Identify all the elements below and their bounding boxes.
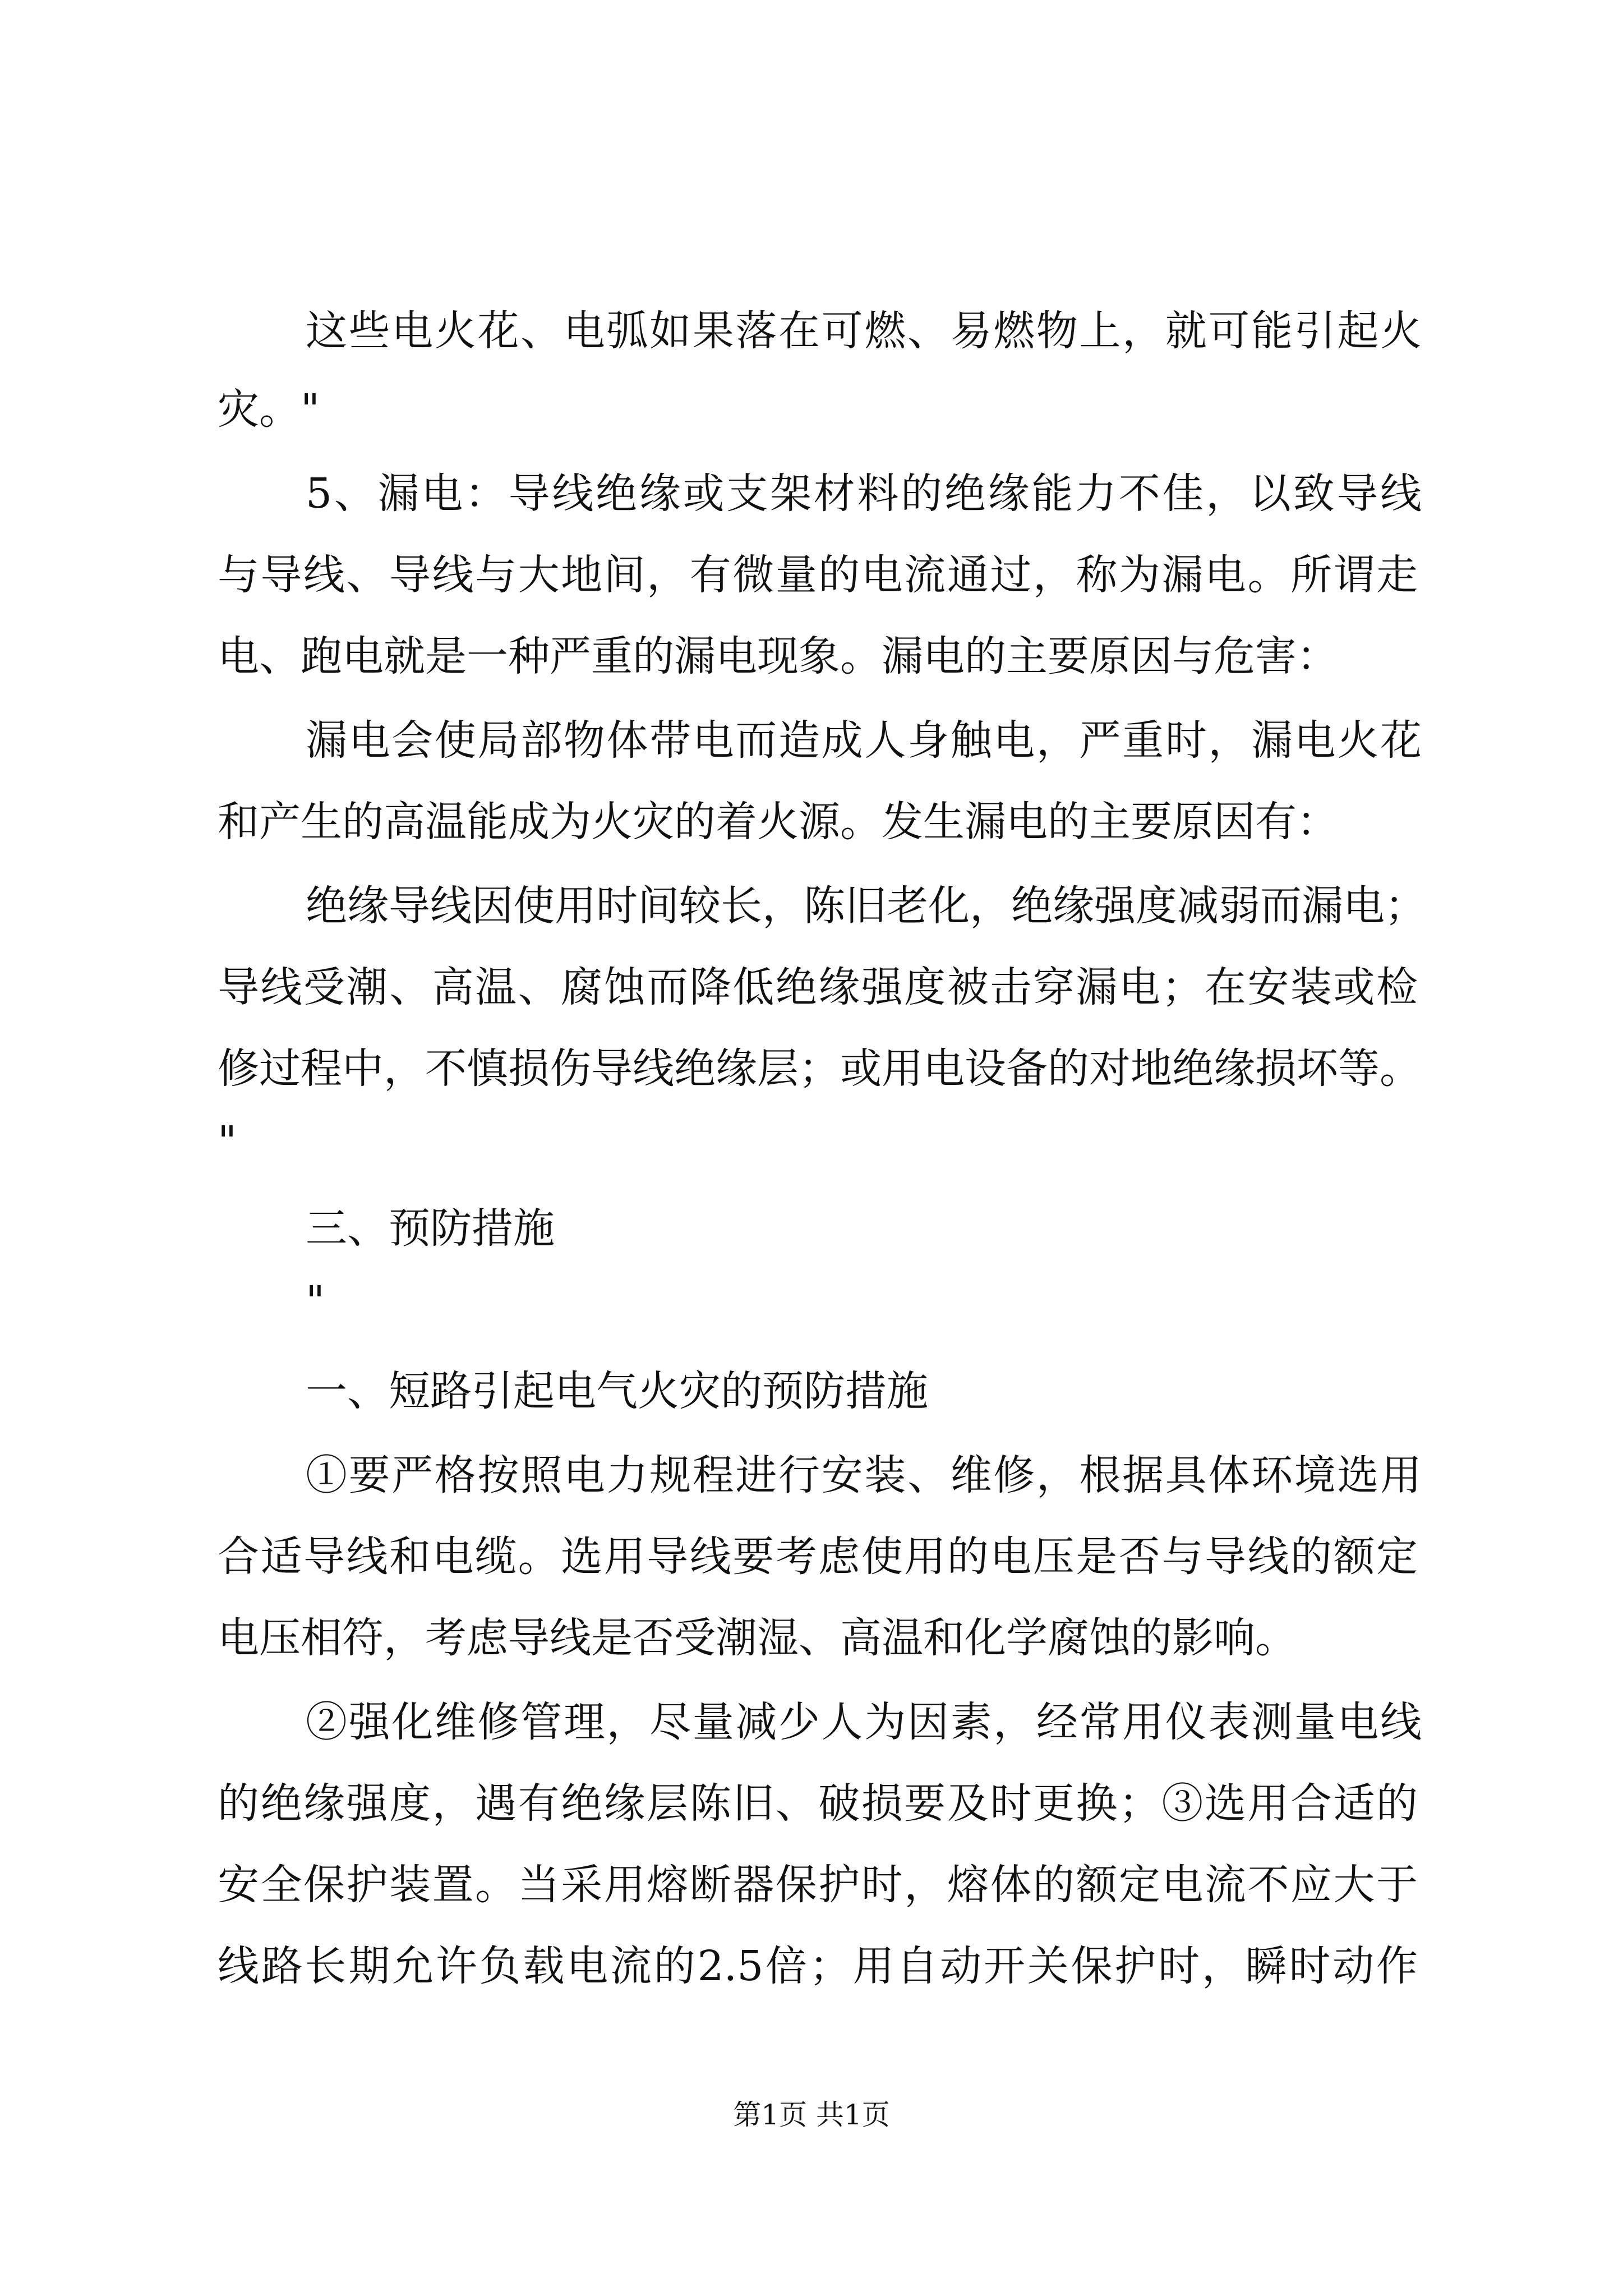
text-line: 的绝缘强度，遇有绝缘层陈旧、破损要及时更换；③选用合适的	[218, 1779, 1418, 1828]
text-line: 导线受潮、高温、腐蚀而降低绝缘强度被击穿漏电；在安装或检	[218, 963, 1418, 1011]
subsection-heading: 一、短路引起电气火灾的预防措施	[306, 1367, 928, 1415]
section-heading: 三、预防措施	[306, 1204, 555, 1253]
text-line: ①要严格按照电力规程进行安装、维修，根据具体环境选用	[306, 1451, 1422, 1499]
text-line: 绝缘导线因使用时间较长，陈旧老化，绝缘强度减弱而漏电；	[306, 882, 1426, 930]
text-line: 线路长期允许负载电流的2.5倍；用自动开关保护时，瞬时动作	[218, 1942, 1418, 1990]
text-line: 灾。"	[218, 385, 320, 434]
page-footer: 第1页 共1页	[733, 2099, 890, 2131]
text-line: 漏电会使局部物体带电而造成人身触电，严重时，漏电火花	[306, 716, 1422, 765]
text-line: 电、跑电就是一种严重的漏电现象。漏电的主要原因与危害：	[218, 632, 1338, 680]
text-line: 合适导线和电缆。选用导线要考虑使用的电压是否与导线的额定	[218, 1533, 1418, 1581]
text-line: 修过程中，不慎损伤导线绝缘层；或用电设备的对地绝缘损坏等。	[218, 1045, 1421, 1093]
text-line: "	[306, 1277, 325, 1326]
text-line: "	[218, 1117, 237, 1166]
text-line: 安全保护装置。当采用熔断器保护时，熔体的额定电流不应大于	[218, 1861, 1418, 1909]
text-line: 和产生的高温能成为火灾的着火源。发生漏电的主要原因有：	[218, 798, 1338, 846]
text-line: 5、漏电：导线绝缘或支架材料的绝缘能力不佳，以致导线	[306, 470, 1422, 518]
text-line: 与导线、导线与大地间，有微量的电流通过，称为漏电。所谓走	[218, 551, 1418, 599]
text-line: ②强化维修管理，尽量减少人为因素，经常用仪表测量电线	[306, 1698, 1422, 1746]
text-line: 电压相符，考虑导线是否受潮湿、高温和化学腐蚀的影响。	[218, 1614, 1297, 1662]
text-line: 这些电火花、电弧如果落在可燃、易燃物上，就可能引起火	[306, 307, 1422, 355]
